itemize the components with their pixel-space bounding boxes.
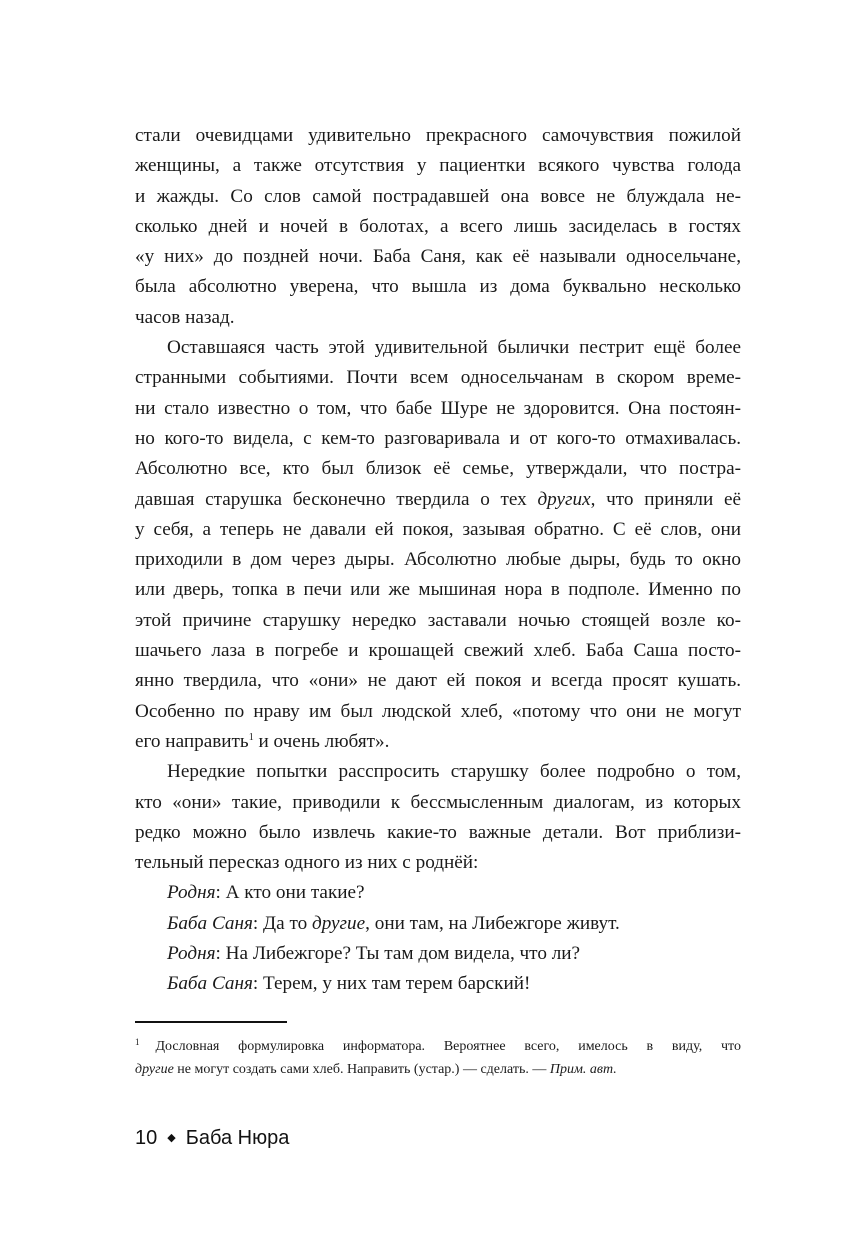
- diamond-separator-icon: ◆: [167, 1132, 176, 1144]
- text-line: [135, 969, 741, 999]
- text-segment: , они там, на Либежгоре живут.: [365, 912, 620, 934]
- text-line: [135, 363, 741, 393]
- text-segment: ни стало известно о том, что бабе Шуре не здоровится. Она постоян-: [135, 397, 741, 419]
- text-segment: его направить: [135, 730, 249, 752]
- italic-text: другие: [135, 1062, 174, 1077]
- body-text: [135, 121, 741, 1000]
- text-line: [135, 454, 741, 484]
- footnote-line: [135, 1058, 741, 1081]
- text-line: [135, 545, 741, 575]
- text-segment: «у них» до поздней ночи. Баба Саня, как её называли односельчане,: [135, 246, 741, 268]
- text-segment: тельный пересказ одного из них с роднёй:: [135, 852, 479, 874]
- text-line: [135, 878, 741, 908]
- text-line: [135, 666, 741, 696]
- text-segment: и очень любят».: [253, 730, 390, 752]
- text-segment: не могут создать сами хлеб. Направить (устар.) — сделать. —: [173, 1062, 550, 1077]
- italic-text: Баба Саня: [167, 973, 253, 995]
- text-segment: шачьего лаза в погребе и крошащей свежий хлеб. Баба Саша посто-: [135, 640, 741, 662]
- text-line: [135, 909, 741, 939]
- text-line: [135, 515, 741, 545]
- text-line: [135, 151, 741, 181]
- text-line: [135, 788, 741, 818]
- text-line: [135, 818, 741, 848]
- footnote-reference: 1: [248, 731, 254, 743]
- running-title: Баба Нюра: [185, 1127, 290, 1149]
- text-segment: кто «они» такие, приводили к бессмысленным диалогам, из которых: [135, 791, 741, 813]
- text-line: [135, 848, 741, 878]
- italic-text: Родня: [167, 943, 216, 965]
- text-segment: приходили в дом через дыры. Абсолютно любые дыры, будь то окно: [135, 549, 741, 571]
- text-segment: : На Либежгоре? Ты там дом видела, что ли?: [215, 943, 581, 965]
- text-line: [135, 121, 741, 151]
- text-segment: давшая старушка бесконечно твердила о тех: [135, 488, 538, 510]
- text-line: [135, 575, 741, 605]
- text-segment: редко можно было извлечь какие-то важные детали. Вот приблизи-: [135, 821, 741, 843]
- text-segment: у себя, а теперь не давали ей покоя, зазывая обратно. С её слов, они: [135, 518, 741, 540]
- text-segment: этой причине старушку нередко заставали ночью стоящей возле ко-: [135, 609, 741, 631]
- text-line: [135, 242, 741, 272]
- text-segment: сколько дней и ночей в болотах, а всего лишь засиделась в гостях: [135, 215, 741, 237]
- text-segment: Абсолютно все, кто был близок её семье, утверждали, что постра-: [135, 458, 741, 480]
- text-line: [135, 697, 741, 727]
- text-line: [135, 727, 741, 757]
- footnote-line: [135, 1031, 741, 1058]
- text-segment: : А кто они такие?: [215, 882, 365, 904]
- text-segment: и жажды. Со слов самой пострадавшей она вовсе не блуждала не-: [135, 185, 741, 207]
- italic-text: другие: [311, 912, 366, 934]
- text-line: [135, 333, 741, 363]
- text-segment: стали очевидцами удивительно прекрасного самочувствия пожилой: [135, 125, 741, 146]
- text-segment: Нередкие попытки расспросить старушку более подробно о том,: [167, 761, 741, 783]
- text-line: [135, 939, 741, 969]
- italic-text: Прим. авт.: [549, 1062, 617, 1077]
- footnote: [135, 1031, 741, 1081]
- text-segment: Особенно по нраву им был людской хлеб, «потому что они не могут: [135, 700, 741, 722]
- page-number: 10: [135, 1127, 158, 1149]
- text-segment: но кого-то видела, с кем-то разговаривала и от кого-то отмахивалась.: [135, 427, 741, 449]
- text-line: [135, 485, 741, 515]
- text-segment: , что приняли её: [590, 488, 741, 510]
- text-line: [135, 212, 741, 242]
- italic-text: Родня: [167, 882, 216, 904]
- text-line: [135, 606, 741, 636]
- footnote-mark: 1: [135, 1037, 140, 1047]
- text-line: [135, 757, 741, 787]
- text-line: [135, 272, 741, 302]
- italic-text: других: [537, 488, 591, 510]
- text-segment: : Да то: [252, 912, 312, 934]
- text-line: [135, 303, 741, 333]
- text-segment: странными событиями. Почти всем односельчанам в скором време-: [135, 367, 741, 389]
- text-segment: янно твердила, что «они» не дают ей покоя и всегда просят кушать.: [135, 670, 741, 692]
- text-segment: часов назад.: [135, 306, 235, 328]
- text-segment: Оставшаяся часть этой удивительной былички пестрит ещё более: [167, 337, 741, 359]
- text-segment: женщины, а также отсутствия у пациентки всякого чувства голода: [135, 155, 741, 177]
- text-line: [135, 636, 741, 666]
- page-footer: [135, 1127, 289, 1150]
- text-segment: Дословная формулировка информатора. Вероятнее всего, имелось в виду, что: [155, 1039, 741, 1054]
- text-segment: была абсолютно уверена, что вышла из дома буквально несколько: [135, 276, 741, 298]
- text-line: [135, 182, 741, 212]
- footnote-divider: [135, 1021, 287, 1023]
- text-segment: : Терем, у них там терем барский!: [252, 973, 531, 995]
- text-segment: или дверь, топка в печи или же мышиная нора в подполе. Именно по: [135, 579, 741, 601]
- italic-text: Баба Саня: [167, 912, 253, 934]
- text-line: [135, 424, 741, 454]
- text-line: [135, 394, 741, 424]
